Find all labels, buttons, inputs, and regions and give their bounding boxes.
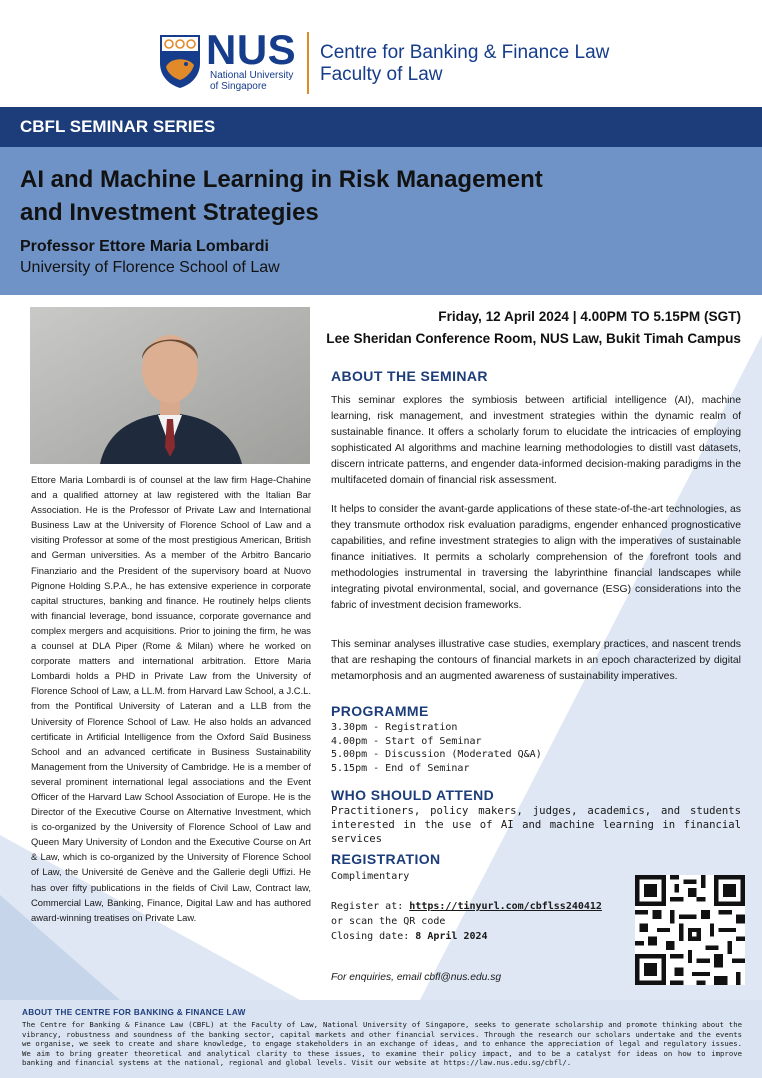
series-label: CBFL SEMINAR SERIES — [20, 117, 216, 136]
programme-item: 5.15pm - End of Seminar — [331, 762, 470, 774]
closing-date-line — [331, 930, 488, 944]
event-venue: Lee Sheridan Conference Room, NUS Law, Bukit Timah Campus — [326, 331, 741, 346]
about-heading: ABOUT THE SEMINAR — [331, 368, 488, 384]
programme-list — [331, 721, 542, 775]
faculty-name: Faculty of Law — [320, 64, 443, 85]
footer-heading: ABOUT THE CENTRE FOR BANKING & FINANCE LAW — [22, 1008, 246, 1017]
nus-subtitle-line1: National University — [210, 70, 294, 81]
closing-prefix: Closing date: — [331, 931, 416, 942]
event-date-time: Friday, 12 April 2024 | 4.00PM TO 5.15PM (SGT) — [438, 309, 741, 324]
about-paragraph-1: This seminar explores the symbiosis between artificial intelligence (AI), machine learning, risk management, and investment strategies within the dynamic realm of sustainable finance. It offers a scholarly forum to elucidate the intricacies of employing sophisticated AI algorithms and machine learning methodologies to distill vast datasets, discern intricate patterns, and engender data-informed decision-making paradigms in the multifaceted domain of financial risk assessment. — [331, 395, 741, 486]
registration-fee: Complimentary — [331, 871, 410, 882]
footer-description: The Centre for Banking & Finance Law (CBFL) at the Faculty of Law, National University of Singapore, seeks to generate scholarship and promote thinking about the vibrancy, robustness and soundness of the banking sector, capital markets and other financial services. Through the research our scholars undertake and the events we organise, we seek to create and share knowledge, to engage stakeholders in an exchange of ideas, and to enhance the appreciation of legal and regulatory issues. We aim to bring greater theoretical and analytical clarity to these issues, to examine their policy impact, and to be a catalyst for ideas on how to improve banking and financial systems at the national, regional and global levels. Visit our website at https://law.nus.edu.sg/cbfl/. — [22, 1020, 742, 1068]
speaker-photo — [30, 307, 310, 464]
header-divider — [307, 32, 309, 94]
who-text: Practitioners, policy makers, judges, academics, and students interested in the use of AI and machine learning in financial services — [331, 805, 741, 845]
programme-heading: PROGRAMME — [331, 703, 429, 719]
registration-qr-code[interactable] — [635, 875, 745, 985]
speaker-name: Professor Ettore Maria Lombardi — [20, 238, 269, 255]
nus-wordmark: NUS — [206, 26, 297, 73]
about-paragraph-3: This seminar analyses illustrative case studies, exemplary practices, and nascent trends that are reshaping the contours of financial markets in an epoch characterized by digital metamorphosis and an augmented awareness of sustainability imperatives. — [331, 639, 741, 682]
nus-crest-logo — [158, 33, 202, 89]
registration-link[interactable]: https://tinyurl.com/cbflss240412 — [409, 901, 602, 912]
about-paragraph-2: It helps to consider the avant-garde applications of these state-of-the-art technologies, as they transmute orthodox risk evaluation paradigms, engender enhanced prognosticative capabilities, and refine investment strategies to align with the imperatives of sustainable finance initiatives. It permits a scholarly comprehension of the forefront tools and methodologies instrumental in traversing the labyrinthine financial landscapes while integrating pivotal environmental, social, and governance (ESG) considerations into the fabric of investment decision frameworks. — [331, 504, 741, 611]
register-prefix: Register at: — [331, 901, 410, 912]
qr-note: or scan the QR code — [331, 916, 446, 927]
programme-item: 3.30pm - Registration — [331, 722, 458, 733]
closing-date: 8 April 2024 — [415, 931, 488, 942]
programme-item: 5.00pm - Discussion (Moderated Q&A) — [331, 749, 542, 760]
speaker-bio: Ettore Maria Lombardi is of counsel at the law firm Hage-Chahine and a qualified attorney at law registered with the Italian Bar Association. He is the Professor of Private Law and International Business Law at the University of Florence School of Law and a visiting Professor at some of the most prestigious American, British and German universities. As a member of the Arbitro Bancario Finanziario and the President of the supervisory board at Nuovo Pignone Holding S.P.A., he has extensive experience in corporate capital structures, banking and finance. He routinely helps clients with financial leverage, bond issuance, corporate governance and complex mergers and acquisitions. Prior to joining the firm, he was a counsel at DLA Piper (Rome & Milan) where he worked on corporate matters and international arbitration. Ettore Maria Lombardi holds a PHD in Private Law from the University of Florence School of Law, a LL.M. from Harvard Law School, a J.C.L. from the Pontifical University of Lateran and a LLB from the University of Florence School of Law. He also holds an advanced certificate in Artificial Intelligence from the Oxford Saïd Business School and an advanced certificate in Business Sustainability Management from the University of Cambridge. He is a member of several prominent international legal associations and the Event Officer of the Harvard Law School Association of Europe. He is the Director of the Executive Course on Alternative Investment, which is co-organized by the University of Florence School of Law and Queen Mary University of London and the Executive Course on Art & Law, which is co-organized by the University of Florence School of Law, the Université de Genève and the Gallerie degli Uffizi. He has over fifty publications in the fields of Civil Law, Contract law, Commercial Law, Banking, Finance, Digital Law and has authored award-winning treatises on Private Law. — [31, 474, 311, 923]
nus-subtitle-line2: of Singapore — [210, 81, 267, 92]
who-heading: WHO SHOULD ATTEND — [331, 787, 495, 803]
registration-heading: REGISTRATION — [331, 851, 441, 867]
programme-item: 4.00pm - Start of Seminar — [331, 735, 482, 747]
speaker-affiliation: University of Florence School of Law — [20, 259, 280, 276]
centre-name: Centre for Banking & Finance Law — [320, 42, 610, 63]
register-line — [331, 900, 602, 914]
seminar-title-line1: AI and Machine Learning in Risk Management — [20, 166, 543, 193]
enquiries-note: For enquiries, email cbfl@nus.edu.sg — [331, 972, 502, 983]
seminar-title-line2: and Investment Strategies — [20, 199, 319, 226]
